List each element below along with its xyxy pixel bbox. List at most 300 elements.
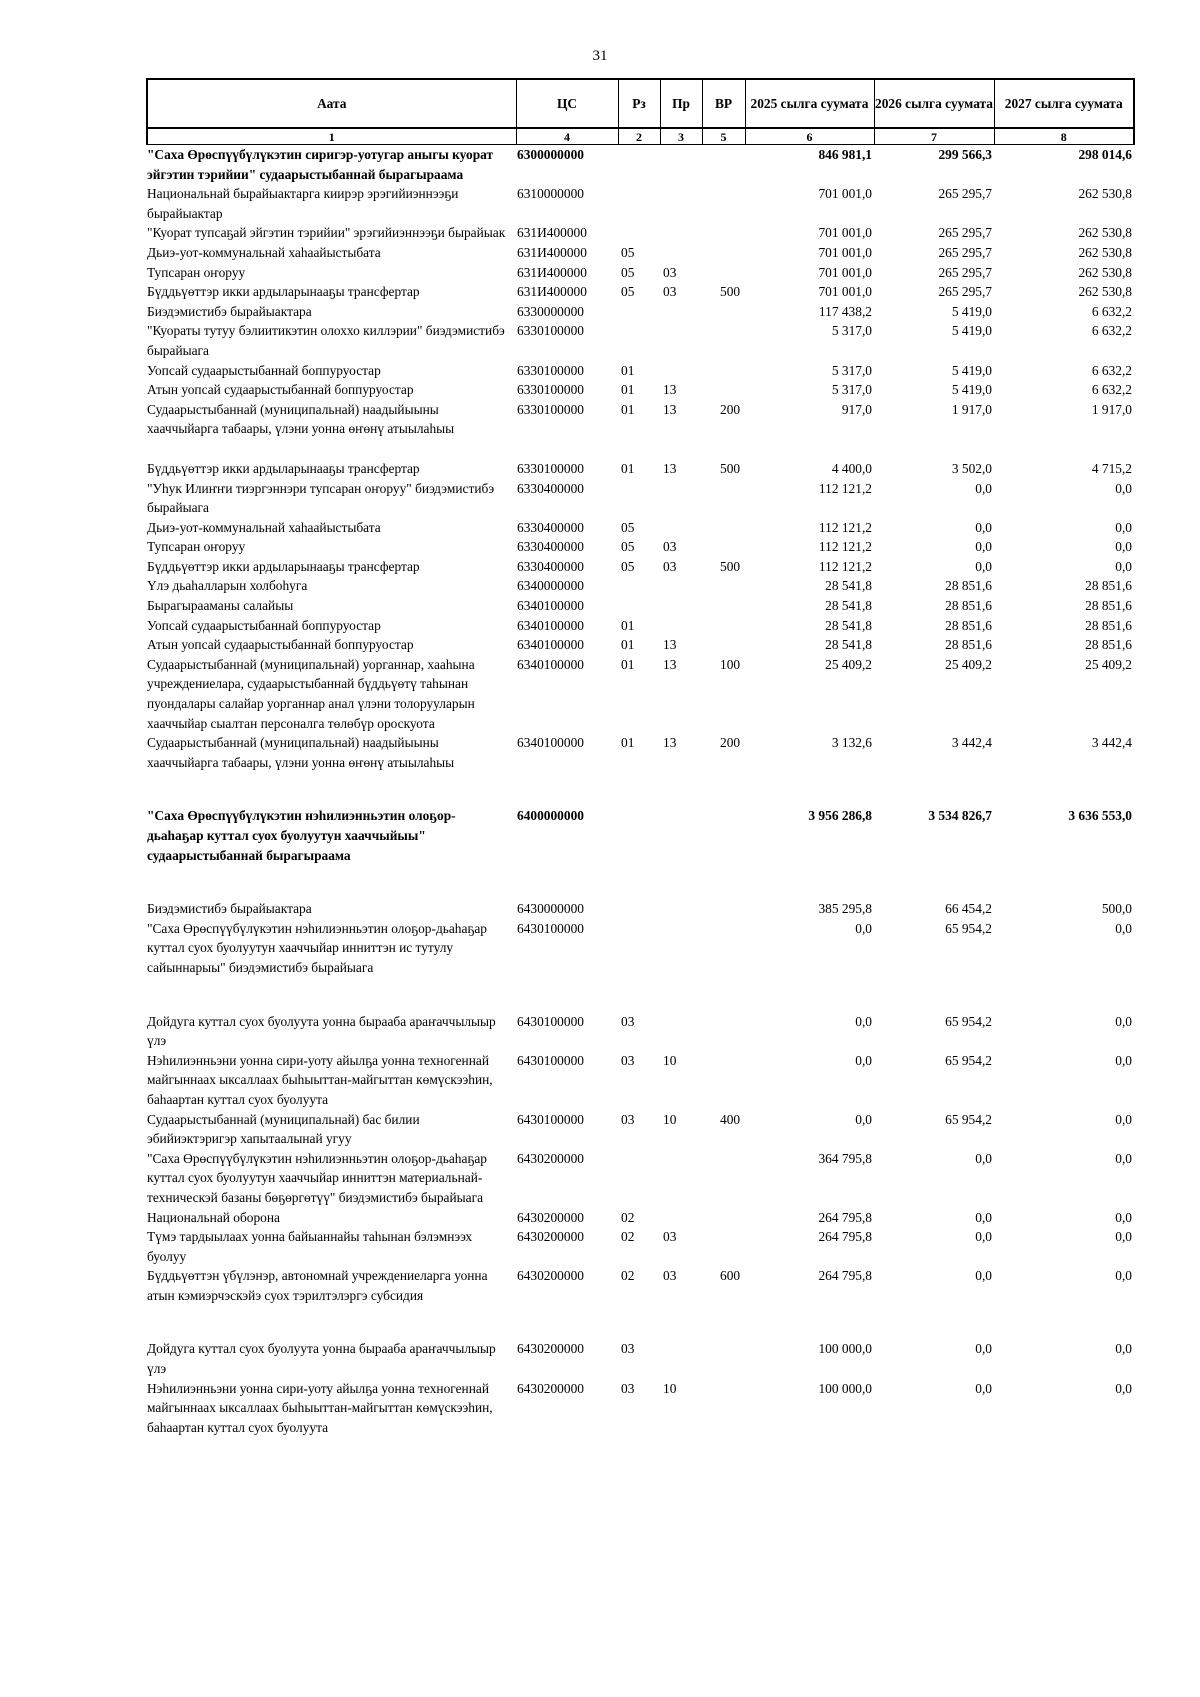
table-row — [147, 223, 1134, 243]
cell-name: Дьиэ-уот-коммунальнай хаһаайыстыбата — [147, 519, 381, 535]
cell-y2025: 264 795,8 — [818, 1268, 872, 1284]
cell-y2025: 701 001,0 — [818, 244, 872, 260]
cell-y2026: 5 419,0 — [951, 362, 992, 378]
cell-rz: 02 — [621, 1209, 635, 1225]
cell-rz: 01 — [621, 637, 635, 653]
cell-cs: 6330400000 — [517, 519, 584, 535]
cell-pr — [660, 302, 702, 322]
cell-y2026: 5 419,0 — [951, 303, 992, 319]
column-number-row — [147, 128, 1134, 145]
cell-y2027: 6 632,2 — [1091, 382, 1132, 398]
table-row — [147, 302, 1134, 322]
cell-name: "Уһук Илиҥҥи тиэргэннэри тупсаран оҥоруу" биэдэмистибэ бырайыага — [147, 480, 495, 516]
cell-name: Дойдуга куттал суох буолуута уонна бырааба араҥаччылыыр үлэ — [147, 1013, 496, 1049]
cell-pr — [660, 145, 702, 185]
cell-y2027: 298 014,6 — [1078, 147, 1132, 162]
cell-y2026: 0,0 — [975, 480, 992, 496]
cell-name: "Куораты тутуу бэлиитикэтин олоххо киллэрии" биэдэмистибэ бырайыага — [147, 323, 505, 358]
cell-y2025: 0,0 — [855, 1111, 872, 1127]
cell-rz: 03 — [621, 1111, 635, 1127]
table-row — [147, 479, 1134, 518]
header-pr: Пр — [660, 79, 702, 128]
cell-name: Дойдуга куттал суох буолуута уонна бырааба араҥаччылыыр үлэ — [147, 1341, 496, 1377]
cell-pr — [660, 243, 702, 263]
cell-rz: 01 — [621, 401, 635, 417]
cell-pr: 13 — [663, 656, 677, 672]
column-number: 1 — [147, 128, 516, 145]
table-row — [147, 282, 1134, 302]
cell-y2025: 100 000,0 — [818, 1380, 872, 1396]
header-vr: ВР — [702, 79, 745, 128]
cell-rz — [618, 223, 660, 243]
cell-y2025: 28 541,8 — [825, 578, 872, 594]
cell-name: Тупсаран оҥоруу — [147, 539, 246, 555]
cell-vr — [702, 1149, 745, 1208]
cell-rz: 02 — [621, 1229, 635, 1245]
table-row — [147, 576, 1134, 596]
cell-vr — [702, 576, 745, 596]
cell-vr — [702, 919, 745, 1012]
cell-y2027: 262 530,8 — [1078, 225, 1132, 241]
table-row — [147, 145, 1134, 185]
cell-cs: 631И400000 — [517, 284, 587, 300]
column-number: 4 — [516, 128, 618, 145]
cell-name: "Куорат тупсаҕай эйгэтин тэрийии" эрэгийиэннээҕи бырайыак — [147, 225, 506, 241]
cell-name: Дьиэ-уот-коммунальнай хаһаайыстыбата — [147, 244, 381, 260]
cell-y2027: 262 530,8 — [1078, 186, 1132, 202]
cell-y2026: 265 295,7 — [938, 264, 992, 280]
table-row — [147, 243, 1134, 263]
cell-vr — [702, 1051, 745, 1110]
cell-cs: 6430200000 — [517, 1341, 584, 1357]
cell-y2025: 701 001,0 — [818, 186, 872, 202]
cell-vr: 600 — [720, 1268, 741, 1284]
table-row — [147, 1208, 1134, 1228]
cell-y2025: 264 795,8 — [818, 1209, 872, 1225]
cell-vr — [702, 1208, 745, 1228]
cell-rz: 01 — [621, 656, 635, 672]
cell-rz — [618, 576, 660, 596]
cell-y2027: 6 632,2 — [1091, 323, 1132, 339]
cell-pr — [660, 806, 702, 899]
cell-rz: 05 — [621, 244, 635, 260]
cell-y2025: 5 317,0 — [831, 382, 872, 398]
cell-pr: 03 — [663, 558, 677, 574]
cell-y2026: 0,0 — [975, 519, 992, 535]
cell-y2026: 0,0 — [975, 1150, 992, 1166]
cell-cs: 6400000000 — [517, 808, 584, 824]
cell-y2025: 0,0 — [855, 920, 872, 936]
cell-vr: 100 — [720, 656, 741, 672]
cell-y2026: 66 454,2 — [945, 901, 992, 917]
cell-rz — [618, 302, 660, 322]
cell-y2027: 0,0 — [1115, 1209, 1132, 1225]
cell-pr: 10 — [663, 1380, 677, 1396]
cell-y2026: 0,0 — [975, 1341, 992, 1357]
cell-name: Бүддьүөттэн үбүлэнэр, автономнай учреждениеларга уонна атын кэмиэрчэскэйэ суох тэрилтэлэргэ субсидия — [147, 1268, 488, 1303]
cell-y2026: 3 502,0 — [951, 460, 992, 476]
cell-y2026: 265 295,7 — [938, 186, 992, 202]
cell-vr — [702, 537, 745, 557]
cell-pr: 13 — [663, 460, 677, 476]
cell-name: Бырагырааманы салайыы — [147, 598, 294, 614]
cell-y2027: 3 442,4 — [1091, 735, 1132, 751]
cell-y2026: 5 419,0 — [951, 382, 992, 398]
cell-y2026: 28 851,6 — [945, 598, 992, 614]
cell-y2026: 3 442,4 — [951, 735, 992, 751]
cell-y2025: 0,0 — [855, 1052, 872, 1068]
cell-pr — [660, 1149, 702, 1208]
cell-cs: 631И400000 — [517, 244, 587, 260]
cell-rz — [618, 184, 660, 223]
cell-vr — [702, 635, 745, 655]
cell-cs: 6340100000 — [517, 617, 584, 633]
cell-name: Судаарыстыбаннай (муниципальнай) наадыйыыны хааччыйарга табаары, үлэни уонна өҥөнү атыылаһыы — [147, 735, 455, 770]
cell-cs: 6430200000 — [517, 1150, 584, 1166]
cell-rz: 03 — [621, 1380, 635, 1396]
cell-pr: 13 — [663, 735, 677, 751]
cell-y2025: 5 317,0 — [831, 362, 872, 378]
cell-y2026: 65 954,2 — [945, 920, 992, 936]
cell-y2025: 364 795,8 — [818, 1150, 872, 1166]
cell-pr: 03 — [663, 264, 677, 280]
table-row — [147, 806, 1134, 899]
cell-y2027: 262 530,8 — [1078, 284, 1132, 300]
cell-pr — [660, 616, 702, 636]
cell-vr — [702, 616, 745, 636]
cell-cs: 6430000000 — [517, 901, 584, 917]
cell-rz — [618, 1149, 660, 1208]
header-rz: Рз — [618, 79, 660, 128]
cell-vr — [702, 184, 745, 223]
cell-y2025: 112 121,2 — [818, 558, 872, 574]
cell-vr: 500 — [720, 284, 741, 300]
cell-name: Бүддьүөттэр икки ардыларынааҕы трансфертар — [147, 460, 420, 476]
cell-y2026: 65 954,2 — [945, 1052, 992, 1068]
cell-y2025: 117 438,2 — [818, 303, 872, 319]
cell-pr — [660, 479, 702, 518]
cell-cs: 6430100000 — [517, 1052, 584, 1068]
cell-cs: 6330100000 — [517, 460, 584, 476]
cell-name: Биэдэмистибэ бырайыактара — [147, 303, 312, 319]
cell-y2025: 3 132,6 — [831, 735, 872, 751]
cell-vr: 200 — [720, 735, 741, 751]
cell-pr: 13 — [663, 382, 677, 398]
cell-y2025: 917,0 — [841, 401, 872, 417]
table-row — [147, 537, 1134, 557]
cell-y2027: 1 917,0 — [1091, 401, 1132, 417]
cell-cs: 6430100000 — [517, 1111, 584, 1127]
cell-y2027: 0,0 — [1115, 1229, 1132, 1245]
table-row — [147, 1051, 1134, 1110]
cell-rz — [618, 899, 660, 919]
cell-pr: 03 — [663, 1268, 677, 1284]
cell-y2027: 0,0 — [1115, 558, 1132, 574]
header-cs: ЦС — [516, 79, 618, 128]
header-name: Аата — [147, 79, 516, 128]
cell-pr — [660, 321, 702, 360]
cell-name: Уопсай судаарыстыбаннай боппуруостар — [147, 362, 381, 378]
cell-vr — [702, 361, 745, 381]
cell-y2026: 0,0 — [975, 1229, 992, 1245]
cell-y2026: 265 295,7 — [938, 244, 992, 260]
cell-name: Национальнай бырайыактарга киирэр эрэгийиэннээҕи бырайыактар — [147, 186, 459, 221]
cell-y2025: 112 121,2 — [818, 519, 872, 535]
table-row — [147, 361, 1134, 381]
cell-y2027: 6 632,2 — [1091, 362, 1132, 378]
table-row — [147, 518, 1134, 538]
table-row — [147, 1339, 1134, 1378]
cell-y2027: 500,0 — [1101, 901, 1132, 917]
cell-cs: 6330400000 — [517, 558, 584, 574]
cell-vr — [702, 223, 745, 243]
cell-rz: 01 — [621, 617, 635, 633]
cell-vr — [702, 1379, 745, 1438]
cell-y2026: 0,0 — [975, 539, 992, 555]
cell-vr — [702, 899, 745, 919]
cell-cs: 6330400000 — [517, 539, 584, 555]
cell-y2025: 3 956 286,8 — [808, 808, 872, 824]
cell-y2025: 701 001,0 — [818, 264, 872, 280]
cell-cs: 6330100000 — [517, 323, 584, 339]
cell-y2026: 28 851,6 — [945, 637, 992, 653]
cell-y2026: 65 954,2 — [945, 1013, 992, 1029]
cell-y2027: 28 851,6 — [1085, 578, 1132, 594]
cell-pr: 03 — [663, 1229, 677, 1245]
table-row — [147, 557, 1134, 577]
table-row — [147, 635, 1134, 655]
cell-y2027: 6 632,2 — [1091, 303, 1132, 319]
cell-y2025: 0,0 — [855, 1013, 872, 1029]
cell-name: Бүддьүөттэр икки ардыларынааҕы трансфертар — [147, 284, 420, 300]
table-row — [147, 1110, 1134, 1149]
cell-rz: 05 — [621, 558, 635, 574]
cell-rz — [618, 145, 660, 185]
cell-name: Нэһилиэнньэни уонна сири-уоту айылҕа уонна техногеннай майгыннаах ыксаллаах быһыыттан-майгыттан көмүскээһин, баһаартан куттал суох буолуута — [147, 1052, 493, 1107]
cell-name: Бүддьүөттэр икки ардыларынааҕы трансфертар — [147, 558, 420, 574]
cell-y2027: 0,0 — [1115, 1380, 1132, 1396]
table-row — [147, 596, 1134, 616]
table-row — [147, 1149, 1134, 1208]
cell-cs: 6430200000 — [517, 1209, 584, 1225]
table-row — [147, 380, 1134, 400]
cell-y2025: 701 001,0 — [818, 284, 872, 300]
cell-y2027: 262 530,8 — [1078, 264, 1132, 280]
table-row — [147, 655, 1134, 733]
cell-vr — [702, 380, 745, 400]
cell-rz: 01 — [621, 460, 635, 476]
cell-vr — [702, 302, 745, 322]
cell-name: Судаарыстыбаннай (муниципальнай) уорганнар, хааһына учреждениелара, судаарыстыбаннай бүддьүөтү таһынан пуондалары салайар уорганнар анал үлэни толорууларын хааччыйар сыалтан персоналга төлөбүр ороскуота — [147, 656, 475, 731]
cell-rz: 05 — [621, 539, 635, 555]
cell-cs: 631И400000 — [517, 264, 587, 280]
cell-name: "Саха Өрөспүүбүлүкэтин сиригэр-уотугар аныгы куорат эйгэтин тэрийии" судаарыстыбаннай бырагыраама — [147, 147, 494, 182]
table-row — [147, 1012, 1134, 1051]
cell-vr: 500 — [720, 558, 741, 574]
table-row — [147, 459, 1134, 479]
table-row — [147, 321, 1134, 360]
cell-y2027: 262 530,8 — [1078, 244, 1132, 260]
cell-cs: 6330100000 — [517, 401, 584, 417]
cell-pr — [660, 596, 702, 616]
cell-rz: 03 — [621, 1341, 635, 1357]
cell-vr: 500 — [720, 460, 741, 476]
cell-cs: 6330100000 — [517, 382, 584, 398]
cell-vr — [702, 518, 745, 538]
cell-pr — [660, 361, 702, 381]
cell-y2025: 385 295,8 — [818, 901, 872, 917]
cell-cs: 6430200000 — [517, 1268, 584, 1284]
cell-cs: 6340100000 — [517, 637, 584, 653]
cell-vr: 200 — [720, 401, 741, 417]
cell-y2026: 65 954,2 — [945, 1111, 992, 1127]
cell-y2025: 100 000,0 — [818, 1341, 872, 1357]
cell-pr: 03 — [663, 539, 677, 555]
cell-y2025: 4 400,0 — [831, 460, 872, 476]
cell-cs: 6430100000 — [517, 1013, 584, 1029]
cell-y2026: 299 566,3 — [938, 147, 992, 162]
cell-cs: 6340100000 — [517, 735, 584, 751]
cell-name: "Саха Өрөспүүбүлүкэтин нэһилиэнньэтин олоҕор-дьаһаҕар куттал суох буолуутун хааччыйар инниттэн материальнай-техническэй базаны бөҕөргөтүү" биэдэмистибэ бырайыага — [147, 1150, 487, 1205]
cell-name: Нэһилиэнньэни уонна сири-уоту айылҕа уонна техногеннай майгыннаах ыксаллаах быһыыттан-майгыттан көмүскээһин, баһаартан куттал суох буолуута — [147, 1380, 493, 1435]
cell-y2027: 0,0 — [1115, 920, 1132, 936]
cell-cs: 6430200000 — [517, 1380, 584, 1396]
cell-vr — [702, 263, 745, 283]
cell-rz: 05 — [621, 519, 635, 535]
cell-vr — [702, 479, 745, 518]
cell-rz — [618, 596, 660, 616]
cell-pr — [660, 1339, 702, 1378]
cell-y2026: 0,0 — [975, 1380, 992, 1396]
cell-y2027: 0,0 — [1115, 480, 1132, 496]
cell-y2025: 112 121,2 — [818, 539, 872, 555]
cell-y2027: 0,0 — [1115, 1268, 1132, 1284]
cell-name: Атын уопсай судаарыстыбаннай боппуруостар — [147, 637, 414, 653]
cell-y2026: 0,0 — [975, 1209, 992, 1225]
cell-rz: 03 — [621, 1013, 635, 1029]
cell-y2026: 265 295,7 — [938, 284, 992, 300]
cell-name: Биэдэмистибэ бырайыактара — [147, 901, 312, 917]
cell-pr — [660, 518, 702, 538]
cell-pr — [660, 184, 702, 223]
cell-y2026: 28 851,6 — [945, 617, 992, 633]
cell-vr: 400 — [720, 1111, 741, 1127]
cell-cs: 6340000000 — [517, 578, 584, 594]
cell-y2026: 3 534 826,7 — [928, 808, 992, 824]
cell-y2025: 28 541,8 — [825, 598, 872, 614]
cell-y2027: 0,0 — [1115, 539, 1132, 555]
header-2027: 2027 сылга суумата — [994, 79, 1134, 128]
cell-rz — [618, 806, 660, 899]
cell-y2026: 0,0 — [975, 1268, 992, 1284]
table-row — [147, 1379, 1134, 1438]
cell-y2027: 3 636 553,0 — [1068, 808, 1132, 824]
cell-y2027: 0,0 — [1115, 519, 1132, 535]
cell-pr: 13 — [663, 401, 677, 417]
cell-y2027: 28 851,6 — [1085, 617, 1132, 633]
table-row — [147, 919, 1134, 1012]
column-number: 8 — [994, 128, 1134, 145]
cell-vr — [702, 145, 745, 185]
cell-vr — [702, 1012, 745, 1051]
table-row — [147, 263, 1134, 283]
header-2025: 2025 сылга суумата — [745, 79, 874, 128]
cell-rz: 03 — [621, 1052, 635, 1068]
cell-name: Уопсай судаарыстыбаннай боппуруостар — [147, 617, 381, 633]
cell-y2027: 0,0 — [1115, 1052, 1132, 1068]
cell-cs: 6300000000 — [517, 147, 584, 162]
cell-cs: 631И400000 — [517, 225, 587, 241]
table-row — [147, 400, 1134, 459]
cell-cs: 6330100000 — [517, 362, 584, 378]
cell-y2027: 25 409,2 — [1085, 656, 1132, 672]
cell-cs: 6340100000 — [517, 656, 584, 672]
cell-rz: 01 — [621, 382, 635, 398]
cell-cs: 6430200000 — [517, 1229, 584, 1245]
cell-pr — [660, 576, 702, 596]
cell-vr — [702, 806, 745, 899]
cell-cs: 6310000000 — [517, 186, 584, 202]
column-number: 7 — [874, 128, 994, 145]
cell-rz: 02 — [621, 1268, 635, 1284]
budget-table — [146, 78, 1135, 1437]
cell-rz — [618, 321, 660, 360]
column-number: 2 — [618, 128, 660, 145]
column-number: 3 — [660, 128, 702, 145]
cell-y2025: 264 795,8 — [818, 1229, 872, 1245]
cell-name: Судаарыстыбаннай (муниципальнай) наадыйыыны хааччыйарга табаары, үлэни уонна өҥөнү атыылаһыы — [147, 401, 455, 437]
cell-y2025: 701 001,0 — [818, 225, 872, 241]
table-row — [147, 184, 1134, 223]
cell-pr — [660, 1208, 702, 1228]
cell-vr — [702, 321, 745, 360]
cell-y2025: 846 981,1 — [818, 147, 872, 162]
table-row — [147, 616, 1134, 636]
table-header-row — [147, 79, 1134, 128]
cell-pr: 10 — [663, 1052, 677, 1068]
cell-cs: 6330000000 — [517, 303, 584, 319]
cell-y2027: 0,0 — [1115, 1150, 1132, 1166]
cell-y2025: 5 317,0 — [831, 323, 872, 339]
cell-vr — [702, 1227, 745, 1266]
table-body — [147, 145, 1134, 1438]
cell-name: Түмэ тардыылаах уонна байыаннайы таһынан бэлэмнээх буолуу — [147, 1229, 473, 1264]
cell-vr — [702, 596, 745, 616]
cell-name: Судаарыстыбаннай (муниципальнай) бас билии эбийиэктэригэр хапытаалынай угуу — [147, 1111, 420, 1147]
cell-pr: 03 — [663, 284, 677, 300]
cell-name: Национальнай оборона — [147, 1209, 280, 1225]
cell-y2025: 28 541,8 — [825, 637, 872, 653]
cell-pr: 10 — [663, 1111, 677, 1127]
column-number: 6 — [745, 128, 874, 145]
cell-y2027: 28 851,6 — [1085, 637, 1132, 653]
cell-vr — [702, 1339, 745, 1378]
cell-y2025: 28 541,8 — [825, 617, 872, 633]
cell-y2026: 25 409,2 — [945, 656, 992, 672]
header-2026: 2026 сылга суумата — [874, 79, 994, 128]
cell-cs: 6430100000 — [517, 920, 584, 936]
cell-name: Тупсаран оҥоруу — [147, 264, 246, 280]
cell-y2026: 265 295,7 — [938, 225, 992, 241]
cell-y2025: 25 409,2 — [825, 656, 872, 672]
cell-y2025: 112 121,2 — [818, 480, 872, 496]
cell-pr — [660, 899, 702, 919]
cell-name: "Саха Өрөспүүбүлүкэтин нэһилиэнньэтин олоҕор-дьаһаҕар куттал суох буолуутун хааччыйар инниттэн ис тутулу сайыннарыы" биэдэмистибэ бырайыага — [147, 920, 487, 975]
column-number: 5 — [702, 128, 745, 145]
cell-y2027: 0,0 — [1115, 1341, 1132, 1357]
cell-y2026: 0,0 — [975, 558, 992, 574]
cell-y2026: 1 917,0 — [951, 401, 992, 417]
